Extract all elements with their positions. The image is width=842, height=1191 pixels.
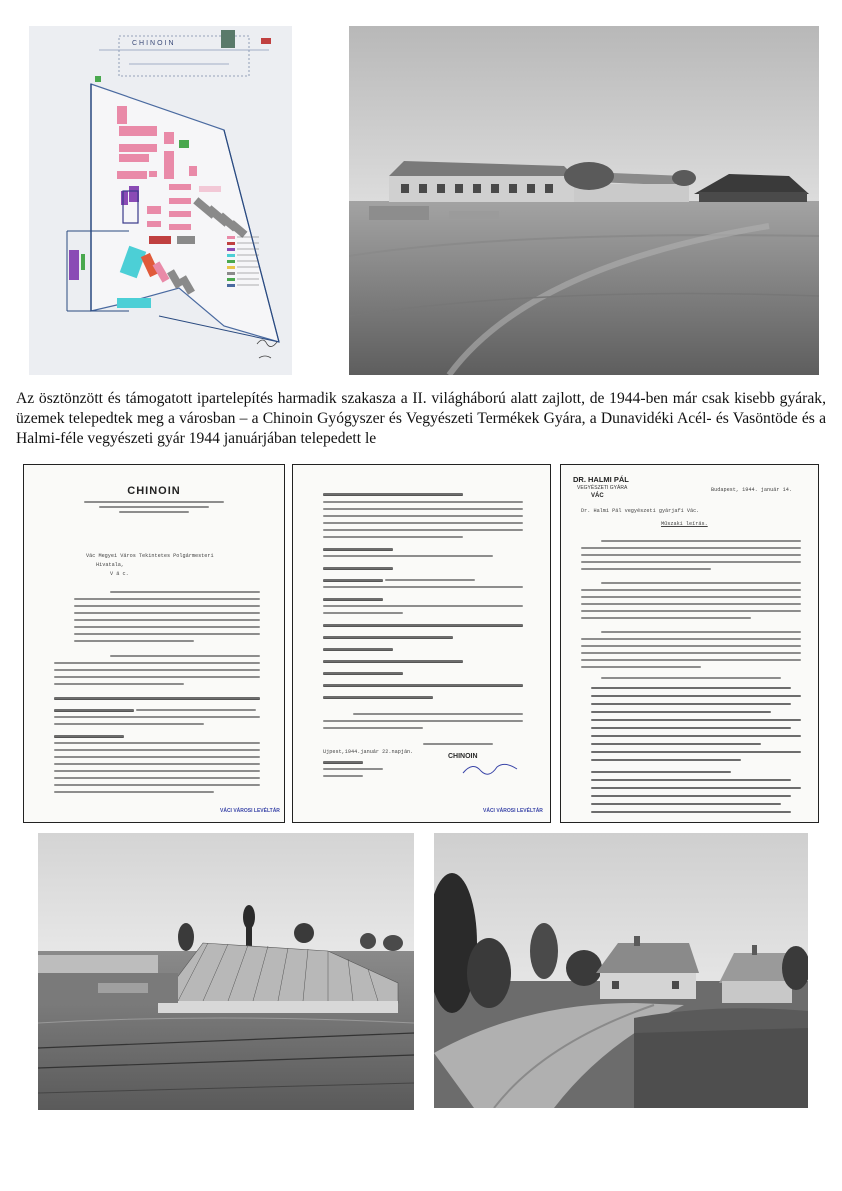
site-plan-drawing bbox=[29, 26, 292, 375]
document-3-recipient: Dr. Halmi Pál vegyészeti gyárjafi Vác. bbox=[581, 508, 700, 514]
document-1-addressee-3: V á c. bbox=[110, 571, 129, 577]
site-plan-map bbox=[29, 26, 292, 375]
document-1-letterhead: CHINOIN bbox=[127, 485, 181, 497]
factory-photo-1 bbox=[349, 26, 819, 375]
document-2-signature bbox=[461, 761, 521, 781]
document-2-place-date: Ujpest,1944.január 22.napján. bbox=[323, 749, 414, 755]
factory-photo-1-image bbox=[349, 26, 819, 375]
document-1-addressee-1: Vác Megyei Város Tekintetes Polgármesteri bbox=[86, 553, 214, 559]
document-3 bbox=[560, 464, 819, 823]
document-2-archive-stamp: VÁCI VÁROSI LEVÉLTÁR bbox=[483, 808, 543, 814]
factory-photo-2 bbox=[38, 833, 414, 1110]
factory-photo-2-image bbox=[38, 833, 414, 1110]
document-3-letterhead-city: VÁC bbox=[591, 493, 604, 499]
farmhouse-photo bbox=[434, 833, 808, 1108]
document-2 bbox=[292, 464, 551, 823]
document-3-date: Budapest, 1944. január 14. bbox=[711, 487, 792, 493]
document-2-seal: CHINOIN bbox=[448, 753, 478, 760]
site-plan-title: CHINOIN bbox=[132, 40, 176, 47]
document-1 bbox=[23, 464, 285, 823]
caption-text: Az ösztönzött és támogatott ipartelepítés harmadik szakasza a II. világháború alatt zajlott, de 1944-ben már csak kisebb gyárak, üzemek telepedtek meg a városban – a Chinoin Gyógyszer és Vegyészeti Termékek Gyára, a Dunavidéki Acél- és Vasöntöde és a Halmi-féle vegyészeti gyár 1944 januárjában telepedett le bbox=[16, 390, 826, 447]
document-3-title: Műszaki leírás. bbox=[661, 521, 708, 527]
document-1-archive-stamp: VÁCI VÁROSI LEVÉLTÁR bbox=[220, 808, 280, 814]
farmhouse-photo-image bbox=[434, 833, 808, 1108]
document-3-letterhead-sub: VEGYÉSZETI GYÁRA bbox=[577, 485, 628, 491]
document-1-addressee-2: Hivatala, bbox=[96, 562, 125, 568]
document-3-letterhead-name: DR. HALMI PÁL bbox=[573, 475, 629, 484]
